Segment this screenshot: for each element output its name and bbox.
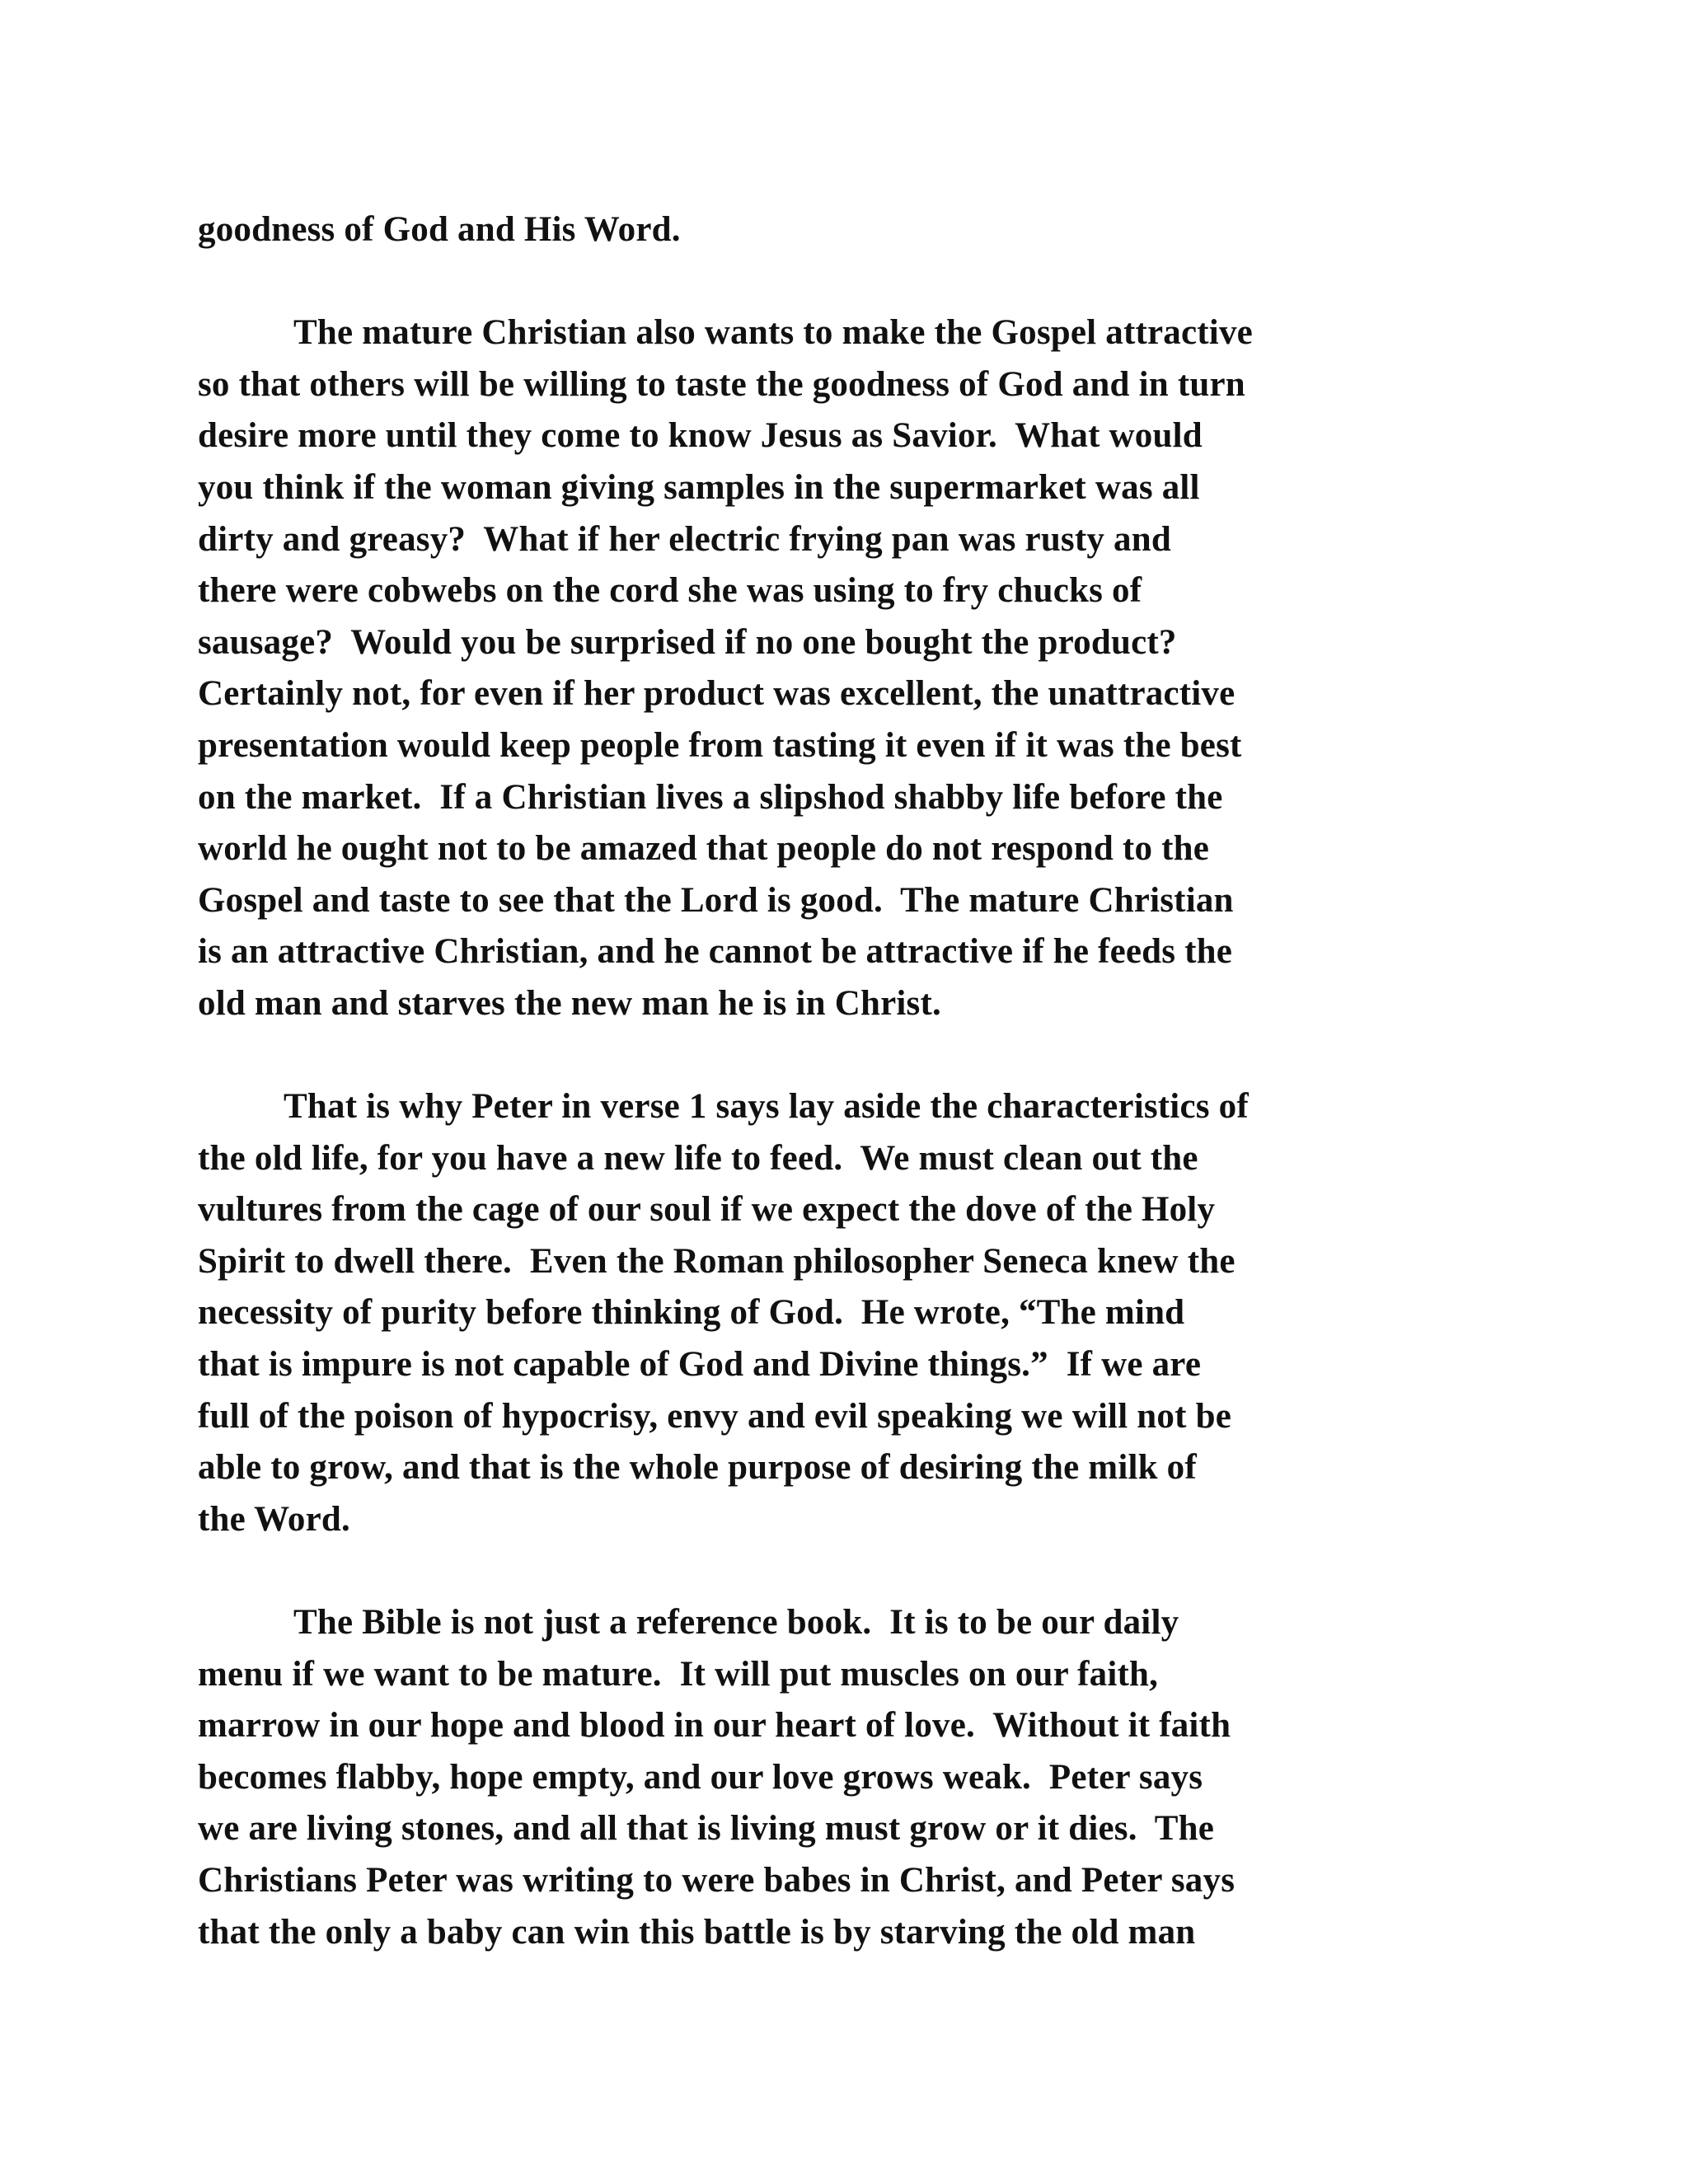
paragraph-3 bbox=[198, 1081, 1517, 1545]
text-line: Gospel and taste to see that the Lord is good. The mature Christian bbox=[198, 880, 1234, 920]
text-line: vultures from the cage of our soul if we expect the dove of the Holy bbox=[198, 1190, 1216, 1230]
text-line: That is why Peter in verse 1 says lay aside the characteristics of bbox=[284, 1087, 1249, 1127]
text-line: marrow in our hope and blood in our heart of love. Without it faith bbox=[198, 1706, 1231, 1746]
text-line: becomes flabby, hope empty, and our love grows weak. Peter says bbox=[198, 1757, 1203, 1797]
text-line: menu if we want to be mature. It will put muscles on our faith, bbox=[198, 1654, 1159, 1694]
paragraph-gap bbox=[198, 1030, 1517, 1082]
text-line: that is impure is not capable of God and Divine things.” If we are bbox=[198, 1345, 1202, 1385]
text-line: The mature Christian also wants to make the Gospel attractive bbox=[293, 313, 1253, 353]
text-line: able to grow, and that is the whole purpose of desiring the milk of bbox=[198, 1448, 1197, 1488]
text-line: is an attractive Christian, and he cannot be attractive if he feeds the bbox=[198, 932, 1233, 972]
text-line: presentation would keep people from tasting it even if it was the best bbox=[198, 725, 1242, 765]
paragraph-gap bbox=[198, 1545, 1517, 1597]
text-line: Christians Peter was writing to were babes in Christ, and Peter says bbox=[198, 1861, 1236, 1900]
text-line: old man and starves the new man he is in Christ. bbox=[198, 983, 941, 1023]
text-line: full of the poison of hypocrisy, envy and evil speaking we will not be bbox=[198, 1396, 1231, 1436]
text-line: there were cobwebs on the cord she was using to fry chucks of bbox=[198, 571, 1142, 611]
text-line: Certainly not, for even if her product was excellent, the unattractive bbox=[198, 674, 1236, 714]
text-line: on the market. If a Christian lives a slipshod shabby life before the bbox=[198, 777, 1223, 817]
text-line: sausage? Would you be surprised if no one bought the product? bbox=[198, 622, 1177, 662]
text-line: goodness of God and His Word. bbox=[198, 210, 681, 249]
paragraph-2 bbox=[198, 307, 1517, 1029]
text-line: The Bible is not just a reference book. It is to be our daily bbox=[293, 1603, 1179, 1643]
text-line: dirty and greasy? What if her electric frying pan was rusty and bbox=[198, 519, 1171, 559]
paragraph-1 bbox=[198, 204, 1517, 256]
text-line: so that others will be willing to taste the goodness of God and in turn bbox=[198, 364, 1245, 404]
text-line: that the only a baby can win this battle is by starving the old man bbox=[198, 1912, 1196, 1952]
paragraph-gap bbox=[198, 256, 1517, 308]
paragraph-4 bbox=[198, 1597, 1517, 1958]
text-line: the old life, for you have a new life to feed. We must clean out the bbox=[198, 1138, 1198, 1178]
text-line: the Word. bbox=[198, 1499, 350, 1539]
text-line: world he ought not to be amazed that people do not respond to the bbox=[198, 829, 1210, 869]
text-line: Spirit to dwell there. Even the Roman philosopher Seneca knew the bbox=[198, 1241, 1236, 1281]
document-body bbox=[198, 204, 1517, 1958]
text-line: you think if the woman giving samples in the supermarket was all bbox=[198, 467, 1200, 507]
text-line: desire more until they come to know Jesus as Savior. What would bbox=[198, 416, 1203, 456]
text-line: we are living stones, and all that is living must grow or it dies. The bbox=[198, 1809, 1215, 1849]
text-line: necessity of purity before thinking of God. He wrote, “The mind bbox=[198, 1293, 1185, 1333]
